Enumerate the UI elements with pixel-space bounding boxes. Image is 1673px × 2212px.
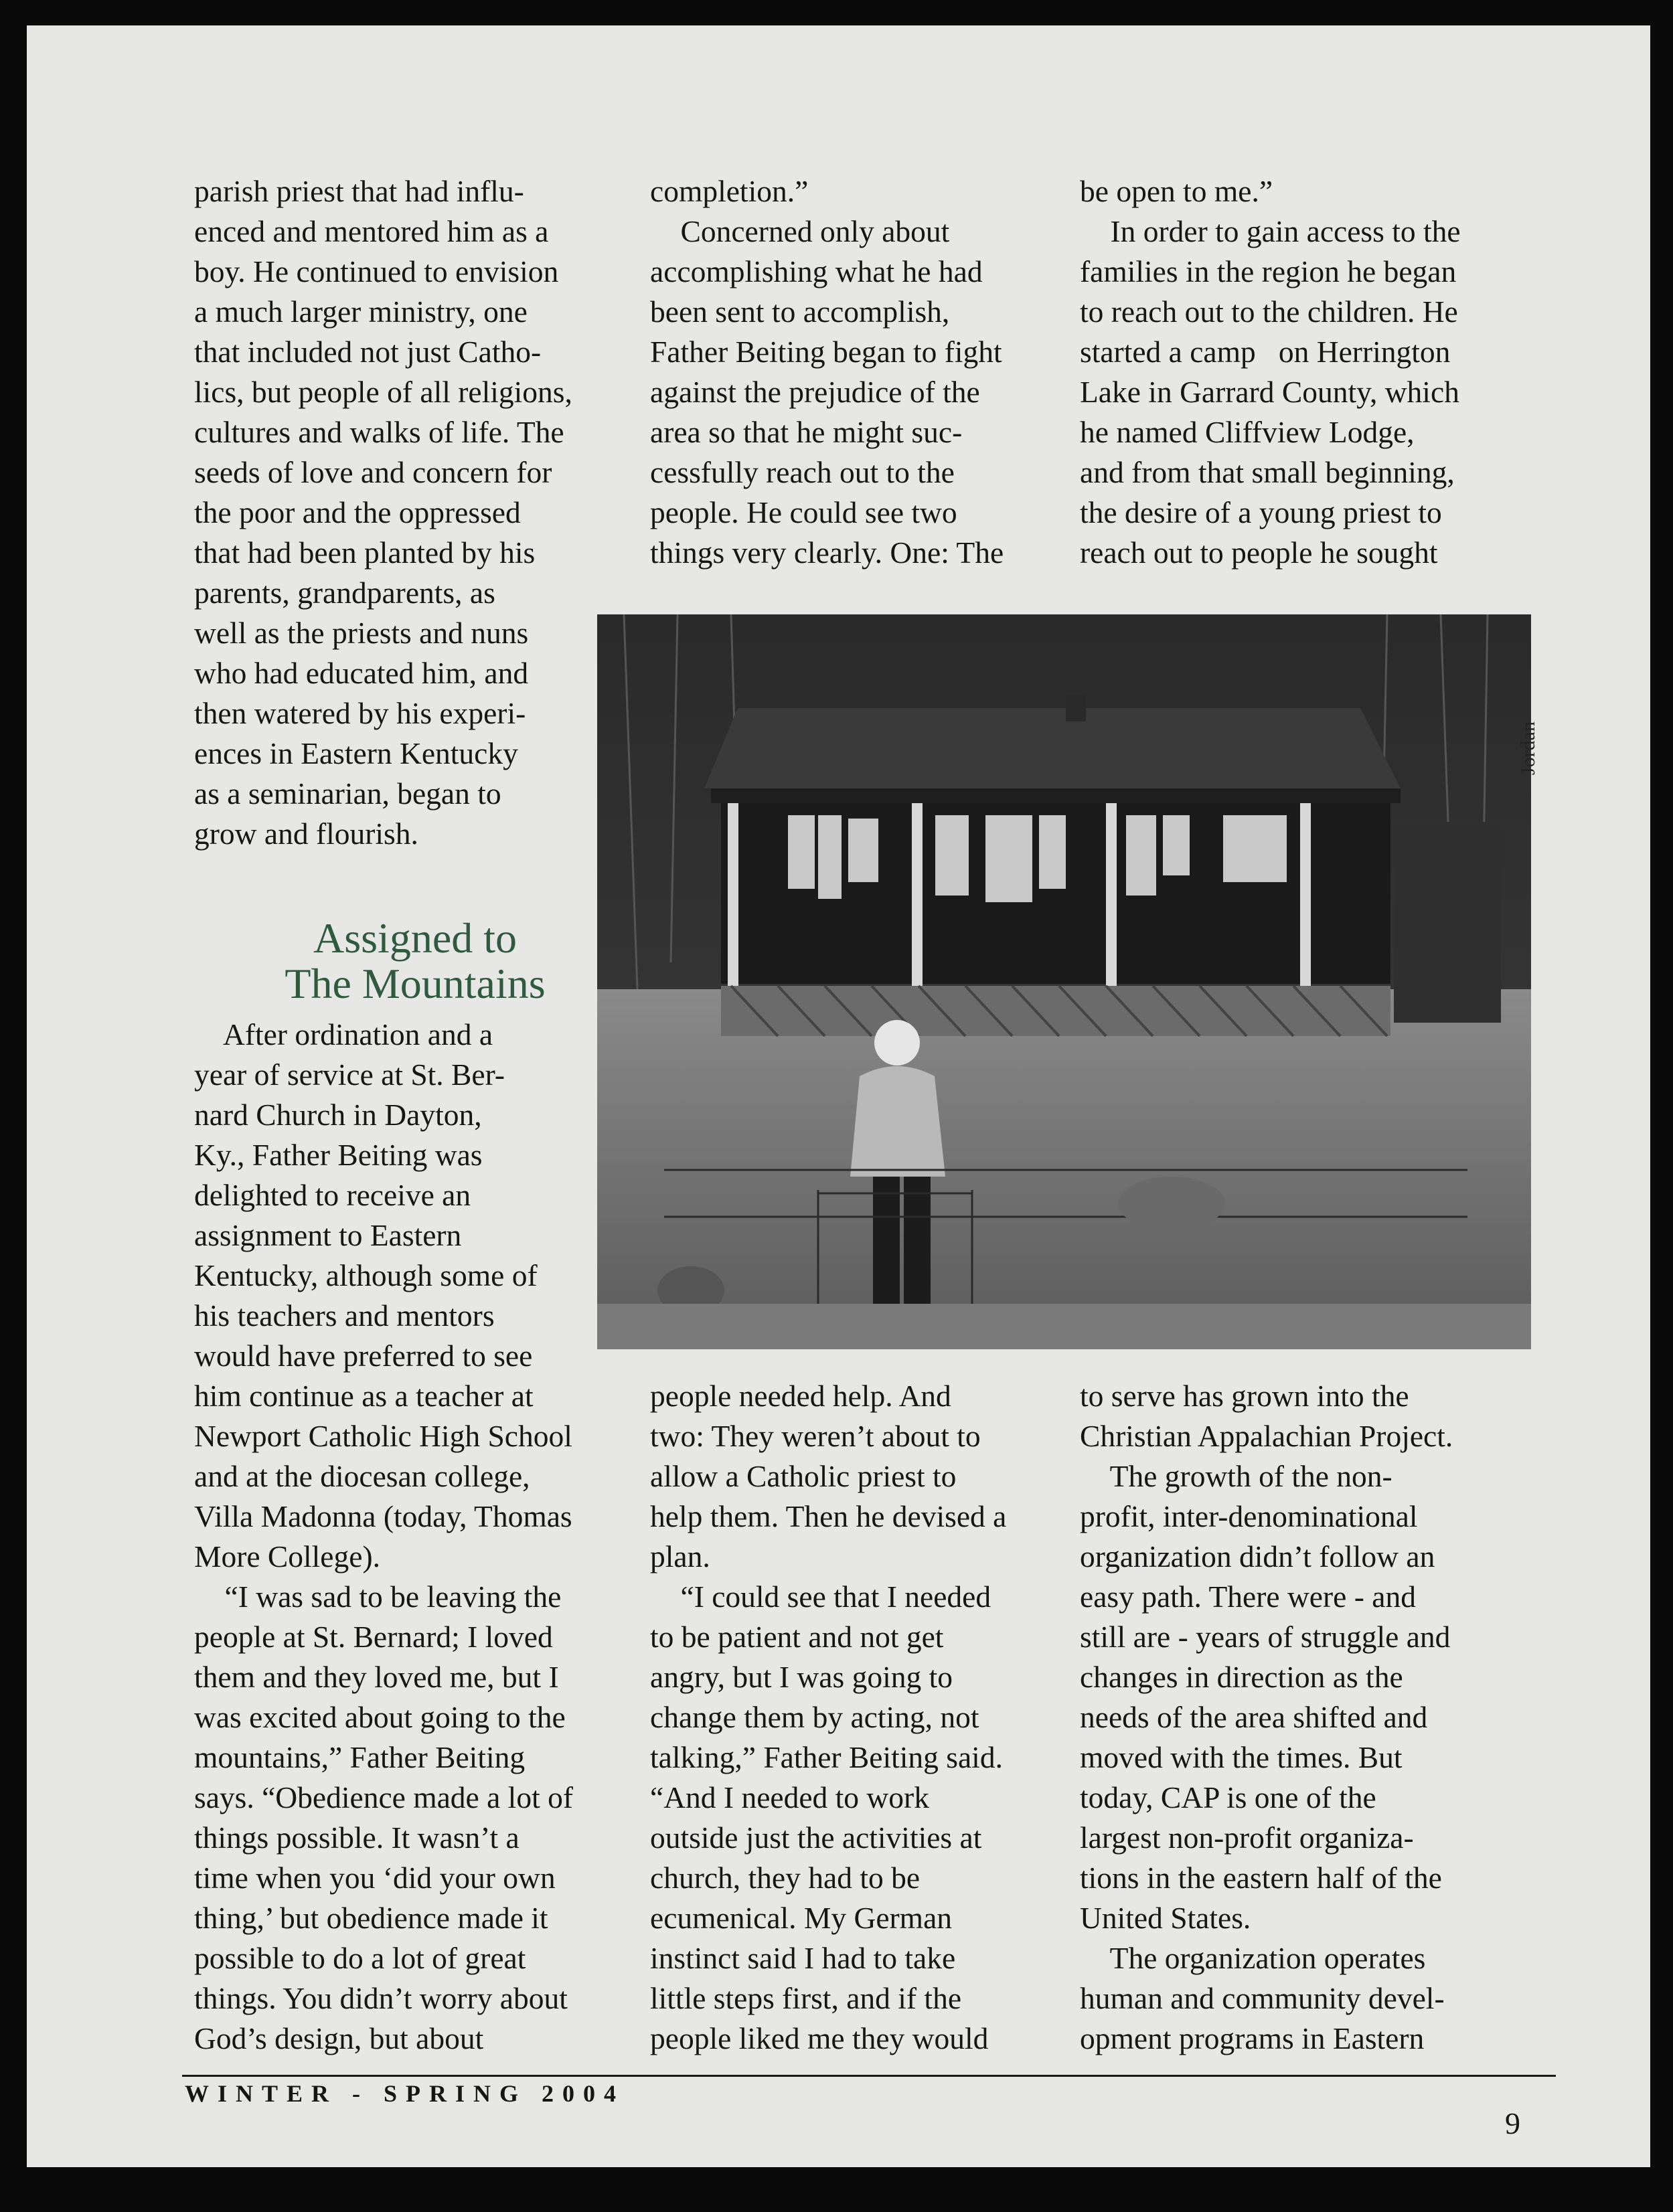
text-line: he named Cliffview Lodge, bbox=[1080, 415, 1415, 449]
section-heading bbox=[194, 916, 636, 1007]
text-line: him continue as a teacher at bbox=[194, 1379, 534, 1413]
text-line: After ordination and a bbox=[194, 1017, 493, 1051]
text-line: Kentucky, although some of bbox=[194, 1258, 538, 1292]
text-line: In order to gain access to the bbox=[1080, 214, 1461, 248]
text-line: Lake in Garrard County, which bbox=[1080, 375, 1459, 409]
text-line: lics, but people of all religions, bbox=[194, 375, 572, 409]
text-line: to be patient and not get bbox=[650, 1620, 944, 1654]
text-line: the desire of a young priest to bbox=[1080, 495, 1442, 529]
text-line: easy path. There were - and bbox=[1080, 1580, 1416, 1614]
text-line: to reach out to the children. He bbox=[1080, 294, 1458, 329]
text-line: profit, inter-denominational bbox=[1080, 1499, 1418, 1533]
text-line: then watered by his experi- bbox=[194, 696, 526, 730]
text-line: nard Church in Dayton, bbox=[194, 1098, 482, 1132]
photo-priest-at-house bbox=[597, 614, 1531, 1349]
text-line: things. You didn’t worry about bbox=[194, 1981, 568, 2015]
text-line: people at St. Bernard; I loved bbox=[194, 1620, 553, 1654]
text-line: angry, but I was going to bbox=[650, 1660, 953, 1694]
text-line: and at the diocesan college, bbox=[194, 1459, 530, 1493]
text-line: as a seminarian, began to bbox=[194, 776, 501, 811]
text-line: outside just the activities at bbox=[650, 1820, 982, 1855]
text-line: mountains,” Father Beiting bbox=[194, 1740, 526, 1774]
text-line: instinct said I had to take bbox=[650, 1941, 956, 1975]
text-line: boy. He continued to envision bbox=[194, 254, 559, 288]
text-line: God’s design, but about bbox=[194, 2021, 484, 2055]
text-line: plan. bbox=[650, 1539, 710, 1573]
text-line: change them by acting, not bbox=[650, 1700, 979, 1734]
column-3-bottom bbox=[1080, 1376, 1535, 2059]
text-line: the poor and the oppressed bbox=[194, 495, 521, 529]
text-line: The growth of the non- bbox=[1080, 1459, 1392, 1493]
text-line: opment programs in Eastern bbox=[1080, 2021, 1425, 2055]
text-line: been sent to accomplish, bbox=[650, 294, 950, 329]
text-line: Newport Catholic High School bbox=[194, 1419, 572, 1453]
text-line: people needed help. And bbox=[650, 1379, 951, 1413]
text-line: Christian Appalachian Project. bbox=[1080, 1419, 1453, 1453]
text-line: Concerned only about bbox=[650, 214, 950, 248]
text-line: possible to do a lot of great bbox=[194, 1941, 526, 1975]
magazine-page bbox=[27, 25, 1650, 2167]
text-line: to serve has grown into the bbox=[1080, 1379, 1409, 1413]
column-1-bottom bbox=[194, 1015, 649, 2059]
text-line: little steps first, and if the bbox=[650, 1981, 962, 2015]
text-line: people. He could see two bbox=[650, 495, 957, 529]
text-line: “I was sad to be leaving the bbox=[194, 1580, 562, 1614]
column-2-top bbox=[650, 171, 1079, 573]
text-line: ences in Eastern Kentucky bbox=[194, 736, 518, 770]
column-2-bottom bbox=[650, 1376, 1079, 2059]
text-line: that had been planted by his bbox=[194, 535, 536, 570]
text-line: today, CAP is one of the bbox=[1080, 1780, 1376, 1814]
text-line: talking,” Father Beiting said. bbox=[650, 1740, 1003, 1774]
text-line: seeds of love and concern for bbox=[194, 455, 552, 489]
text-line: was excited about going to the bbox=[194, 1700, 566, 1734]
text-line: allow a Catholic priest to bbox=[650, 1459, 957, 1493]
text-line: two: They weren’t about to bbox=[650, 1419, 981, 1453]
text-line: them and they loved me, but I bbox=[194, 1660, 559, 1694]
text-line: families in the region he began bbox=[1080, 254, 1457, 288]
text-line: help them. Then he devised a bbox=[650, 1499, 1007, 1533]
text-line: well as the priests and nuns bbox=[194, 616, 529, 650]
text-line: against the prejudice of the bbox=[650, 375, 980, 409]
text-line: that included not just Catho- bbox=[194, 335, 542, 369]
text-line: More College). bbox=[194, 1539, 380, 1573]
text-line: moved with the times. But bbox=[1080, 1740, 1403, 1774]
text-line: a much larger ministry, one bbox=[194, 294, 528, 329]
text-line: people liked me they would bbox=[650, 2021, 989, 2055]
text-line: organization didn’t follow an bbox=[1080, 1539, 1435, 1573]
text-line: reach out to people he sought bbox=[1080, 535, 1438, 570]
text-line: area so that he might suc- bbox=[650, 415, 963, 449]
text-line: completion.” bbox=[650, 174, 809, 208]
text-line: his teachers and mentors bbox=[194, 1298, 495, 1333]
page-number: 9 bbox=[1505, 2106, 1520, 2140]
text-line: year of service at St. Ber- bbox=[194, 1057, 505, 1092]
text-line: assignment to Eastern bbox=[194, 1218, 462, 1252]
text-line: church, they had to be bbox=[650, 1861, 921, 1895]
text-line: “And I needed to work bbox=[650, 1780, 929, 1814]
text-line: be open to me.” bbox=[1080, 174, 1273, 208]
text-line: The organization operates bbox=[1080, 1941, 1426, 1975]
column-1-top bbox=[194, 171, 649, 854]
heading-line-1: Assigned to bbox=[313, 914, 517, 962]
text-line: Father Beiting began to fight bbox=[650, 335, 1002, 369]
text-line: parish priest that had influ- bbox=[194, 174, 524, 208]
text-line: things very clearly. One: The bbox=[650, 535, 1004, 570]
text-line: tions in the eastern half of the bbox=[1080, 1861, 1442, 1895]
footer-rule bbox=[182, 2075, 1556, 2077]
text-line: largest non-profit organiza- bbox=[1080, 1820, 1414, 1855]
text-line: cessfully reach out to the bbox=[650, 455, 955, 489]
text-line: cultures and walks of life. The bbox=[194, 415, 564, 449]
text-line: accomplishing what he had bbox=[650, 254, 983, 288]
text-line: parents, grandparents, as bbox=[194, 576, 495, 610]
issue-label: WINTER - SPRING 2004 bbox=[185, 2080, 625, 2107]
text-line: still are - years of struggle and bbox=[1080, 1620, 1451, 1654]
text-line: “I could see that I needed bbox=[650, 1580, 991, 1614]
text-line: ecumenical. My German bbox=[650, 1901, 953, 1935]
text-line: time when you ‘did your own bbox=[194, 1861, 556, 1895]
text-line: enced and mentored him as a bbox=[194, 214, 549, 248]
text-line: started a camp on Herrington bbox=[1080, 335, 1451, 369]
text-line: says. “Obedience made a lot of bbox=[194, 1780, 573, 1814]
column-3-top bbox=[1080, 171, 1535, 573]
text-line: changes in direction as the bbox=[1080, 1660, 1403, 1694]
text-line: delighted to receive an bbox=[194, 1178, 471, 1212]
text-line: grow and flourish. bbox=[194, 817, 418, 851]
text-line: would have preferred to see bbox=[194, 1339, 533, 1373]
text-line: needs of the area shifted and bbox=[1080, 1700, 1428, 1734]
photo-credit: Jordan bbox=[1517, 721, 1539, 775]
text-line: Ky., Father Beiting was bbox=[194, 1138, 483, 1172]
text-line: who had educated him, and bbox=[194, 656, 529, 690]
text-line: Villa Madonna (today, Thomas bbox=[194, 1499, 572, 1533]
heading-line-2: The Mountains bbox=[285, 960, 546, 1007]
text-line: and from that small beginning, bbox=[1080, 455, 1455, 489]
text-line: things possible. It wasn’t a bbox=[194, 1820, 520, 1855]
text-line: human and community devel- bbox=[1080, 1981, 1445, 2015]
text-line: United States. bbox=[1080, 1901, 1251, 1935]
text-line: thing,’ but obedience made it bbox=[194, 1901, 548, 1935]
